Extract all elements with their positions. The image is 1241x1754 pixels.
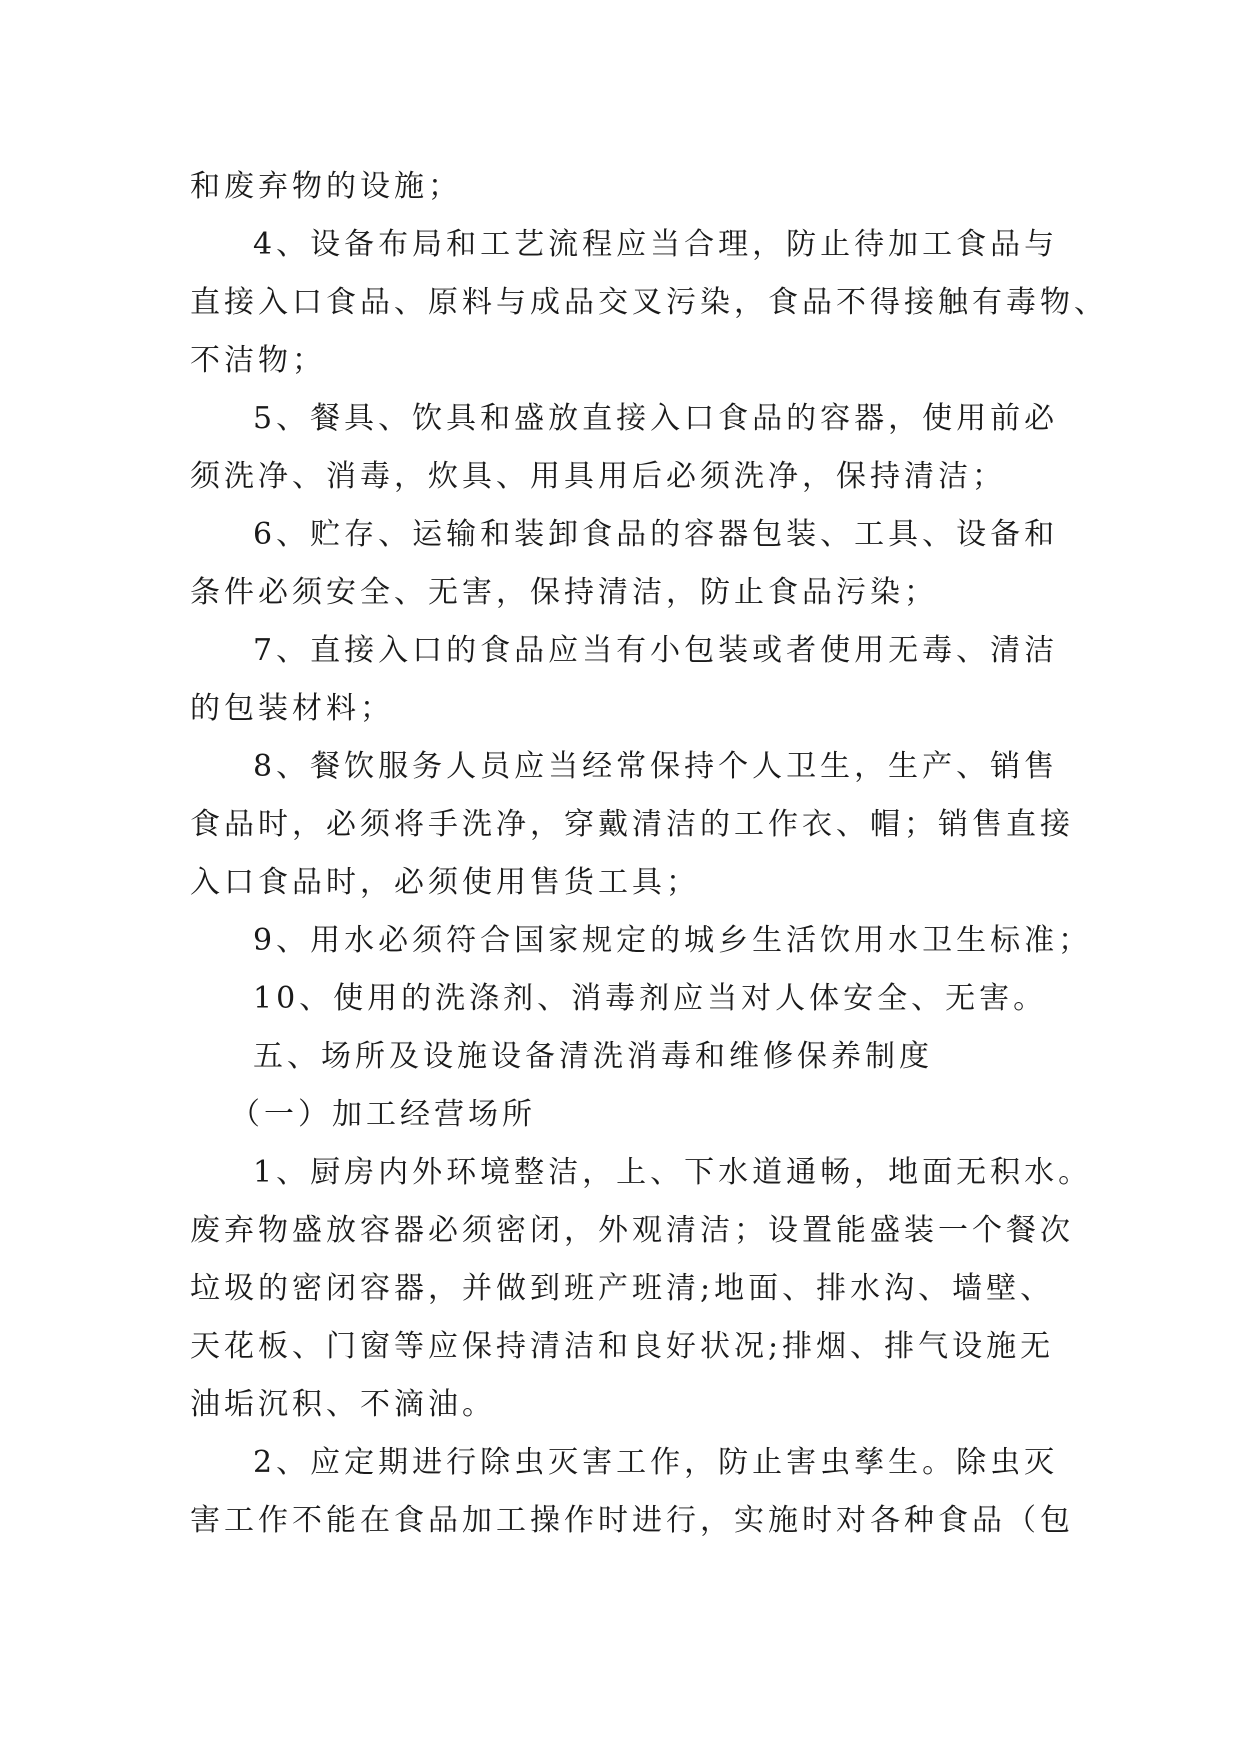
- text-line: 入口食品时，必须使用售货工具；: [190, 865, 700, 900]
- text-line: 1、厨房内外环境整洁，上、下水道通畅，地面无积水。: [253, 1155, 1093, 1190]
- text-line: 8、餐饮服务人员应当经常保持个人卫生，生产、销售: [253, 749, 1059, 784]
- text-line: 2、应定期进行除虫灭害工作，防止害虫孳生。除虫灭: [253, 1445, 1059, 1480]
- text-line: 条件必须安全、无害，保持清洁，防止食品污染；: [190, 575, 938, 610]
- text-line: 害工作不能在食品加工操作时进行，实施时对各种食品（包: [190, 1503, 1074, 1538]
- text-line: 直接入口食品、原料与成品交叉污染，食品不得接触有毒物、: [190, 285, 1108, 320]
- text-line: 7、直接入口的食品应当有小包装或者使用无毒、清洁: [253, 633, 1059, 668]
- text-line: 垃圾的密闭容器，并做到班产班清;地面、排水沟、墙壁、: [190, 1271, 1055, 1306]
- text-line: 6、贮存、运输和装卸食品的容器包装、工具、设备和: [253, 517, 1059, 552]
- text-line: 油垢沉积、不滴油。: [190, 1387, 496, 1422]
- text-line: 的包装材料；: [190, 691, 394, 726]
- section-heading: 五、场所及设施设备清洗消毒和维修保养制度: [253, 1039, 933, 1074]
- text-line: 9、用水必须符合国家规定的城乡生活饮用水卫生标准；: [253, 923, 1093, 958]
- text-line: 4、设备布局和工艺流程应当合理，防止待加工食品与: [253, 227, 1059, 262]
- text-line: 不洁物；: [190, 343, 326, 378]
- text-line: 食品时，必须将手洗净，穿戴清洁的工作衣、帽；销售直接: [190, 807, 1074, 842]
- subsection-heading: （一）加工经营场所: [230, 1097, 536, 1132]
- text-line: 10、使用的洗涤剂、消毒剂应当对人体安全、无害。: [253, 981, 1048, 1016]
- document-body: [190, 158, 1108, 1550]
- text-line: 天花板、门窗等应保持清洁和良好状况;排烟、排气设施无: [190, 1329, 1055, 1364]
- text-line: 废弃物盛放容器必须密闭，外观清洁；设置能盛装一个餐次: [190, 1213, 1074, 1248]
- text-line: 和废弃物的设施；: [190, 169, 462, 204]
- text-line: 5、餐具、饮具和盛放直接入口食品的容器，使用前必: [253, 401, 1059, 436]
- text-line: 须洗净、消毒，炊具、用具用后必须洗净，保持清洁；: [190, 459, 1006, 494]
